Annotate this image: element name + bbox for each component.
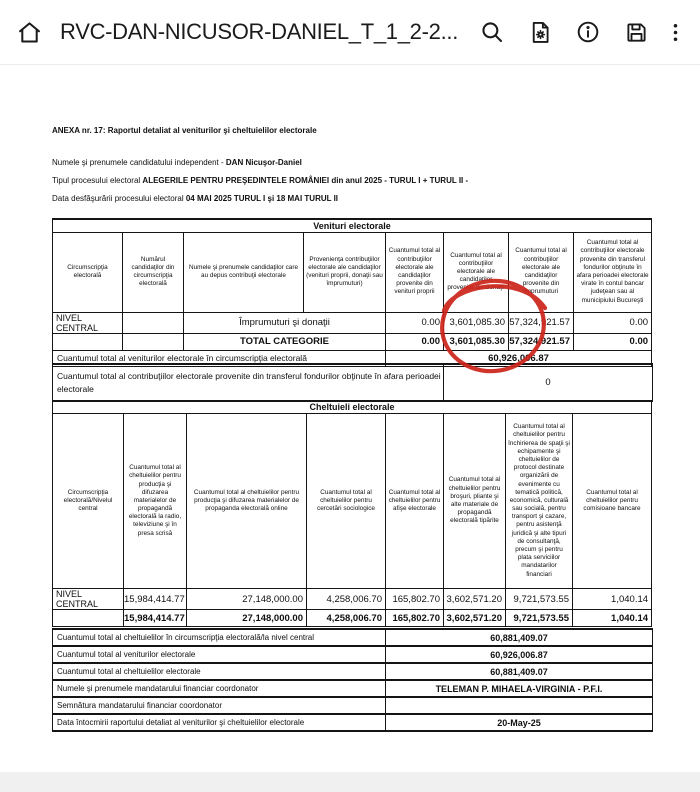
table-cell: Împrumuturi şi donaţii [184, 312, 386, 333]
summary-label: Cuantumul total al cheltuielilor electorale [53, 663, 386, 680]
table-cell: 1,040.14 [573, 589, 652, 610]
table-cell: 0.00 [386, 312, 444, 333]
doc-line-candidate: Numele şi prenumele candidatului independent - DAN Nicuşor-Daniel [52, 158, 302, 167]
table-cell: 165,802.70 [386, 589, 444, 610]
save-icon [624, 20, 649, 45]
info-icon [575, 19, 601, 45]
table-cell: 4,258,006.70 [307, 589, 386, 610]
venituri-header-cell: Provenienţa contribuţiilor electorale ale candidaţilor (venituri proprii, donaţii sau împrumuturi) [304, 232, 386, 312]
toolbar-actions [468, 10, 690, 54]
venituri-table [52, 218, 652, 367]
summary-label: Semnătura mandatarului financiar coordonator [53, 697, 386, 714]
table-cell [53, 333, 123, 350]
summary-value [386, 697, 653, 714]
summary-row [53, 697, 653, 714]
doc-line-process-type: Tipul procesului electoral ALEGERILE PENTRU PREŞEDINTELE ROMÂNIEI din anul 2025 - TURUL I + TURUL II - [52, 176, 469, 185]
summary-table [52, 628, 653, 732]
cheltuieli-header-cell: Circumscripţia electorală/Nivelul central [53, 414, 124, 589]
table-cell [53, 610, 124, 627]
venituri-header-cell: Numele şi prenumele candidaţilor care au depus contribuţii electorale [184, 232, 304, 312]
table-cell [123, 333, 184, 350]
summary-value: 60,881,409.07 [386, 629, 653, 646]
summary-row [53, 714, 653, 731]
venituri-total-label: Cuantumul total al veniturilor electorale în circumscripţia electorală [53, 350, 386, 366]
doc-heading-anexa: ANEXA nr. 17: Raportul detaliat al veniturilor şi cheltuielilor electorale [52, 126, 317, 135]
table-cell: 0.00 [574, 333, 652, 350]
venituri-header-cell: Circumscripţia electorală [53, 232, 123, 312]
document-settings-button[interactable] [516, 10, 564, 54]
summary-row [53, 680, 653, 697]
summary-value: 20-May-25 [386, 714, 653, 731]
table-cell: 0.00 [574, 312, 652, 333]
table-cell [123, 312, 184, 333]
table-cell: 165,802.70 [386, 610, 444, 627]
toolbar [0, 0, 700, 65]
table-cell: 27,148,000.00 [187, 589, 307, 610]
table-cell: NIVEL CENTRAL [53, 589, 124, 610]
more-options-button[interactable] [660, 10, 690, 54]
cheltuieli-header-cell: Cuantumul total al cheltuielilor pentru afişe electorale [386, 414, 444, 589]
cheltuieli-header-cell: Cuantumul total al cheltuielilor pentru broşuri, pliante şi alte materiale de propagandă electorală tipărite [444, 414, 506, 589]
table-cell: 15,984,414.77 [124, 589, 187, 610]
summary-row [53, 629, 653, 646]
venituri-header-cell: Cuantumul total al contribuţiilor electorale provenite din transferul fondurilor obţinute în afara perioadei electorale virate în contul bancar judeţean sau al municipiului Bucureşti [574, 232, 652, 312]
table-cell: NIVEL CENTRAL [53, 312, 123, 333]
summary-label: Cuantumul total al cheltuielilor în circumscripţia electorală/la nivel central [53, 629, 386, 646]
cheltuieli-table [52, 400, 652, 627]
cheltuieli-header-cell: Cuantumul total al cheltuielilor pentru închirierea de spaţii şi echipamente şi cheltuielilor de protocol destinate organizării de evenimente cu tematică politică, economică, culturală sau socială, pentru transport şi cazare, pentru asistenţă juridică şi alte tipuri de consultanţă, precum şi pentru plata serviciilor mandatarilor financiari [506, 414, 573, 589]
home-icon [16, 19, 43, 46]
table-cell: 57,324,921.57 [509, 333, 574, 350]
table-cell: 1,040.14 [573, 610, 652, 627]
venituri-header-cell: Numărul candidaţilor din circumscripţia electorală [123, 232, 184, 312]
transfer-row [52, 363, 653, 402]
bottom-bar [0, 772, 700, 792]
summary-row [53, 663, 653, 680]
venituri-header-cell: Cuantumul total al contribuţiilor electorale ale candidaţilor provenite din venituri proprii [386, 232, 444, 312]
table-cell: TOTAL CATEGORIE [184, 333, 386, 350]
venituri-total-value: 60,926,006.87 [386, 350, 652, 366]
summary-label: Numele şi prenumele mandatarului financiar coordonator [53, 680, 386, 697]
summary-value: TELEMAN P. MIHAELA-VIRGINIA - P.F.I. [386, 680, 653, 697]
cheltuieli-header-cell: Cuantumul total al cheltuielilor pentru comisioane bancare [573, 414, 652, 589]
cheltuieli-header-cell: Cuantumul total al cheltuielilor pentru producţia şi difuzarea materialelor de propaganda electorală online [187, 414, 307, 589]
table-cell: 0.00 [386, 333, 444, 350]
transfer-label: Cuantumul total al contribuţiilor electorale provenite din transferul fondurilor obţinute în afara perioadei electorale [53, 364, 444, 401]
search-button[interactable] [468, 10, 516, 54]
table-cell: 3,601,085.30 [444, 312, 509, 333]
table-cell: 9,721,573.55 [506, 610, 573, 627]
doc-line-process-date: Data desfăşurării procesului electoral 04 MAI 2025 TURUL I şi 18 MAI TURUL II [52, 194, 339, 203]
table-cell: 3,602,571.20 [444, 610, 506, 627]
table-cell: 9,721,573.55 [506, 589, 573, 610]
save-button[interactable] [612, 10, 660, 54]
table-cell: 4,258,006.70 [307, 610, 386, 627]
cheltuieli-row-total [53, 610, 652, 627]
table-cell: 15,984,414.77 [124, 610, 187, 627]
more-options-icon [663, 20, 688, 45]
summary-label: Cuantumul total al veniturilor electorale [53, 646, 386, 663]
home-button[interactable] [6, 10, 52, 54]
table-cell: 57,324,921.57 [509, 312, 574, 333]
summary-value: 60,926,006.87 [386, 646, 653, 663]
table-cell: 3,601,085.30 [444, 333, 509, 350]
summary-value: 60,881,409.07 [386, 663, 653, 680]
venituri-header-cell: Cuantumul total al contribuţiilor electorale ale candidaţilor provenite din donaţii [444, 232, 509, 312]
venituri-row-nivel-central [53, 312, 652, 333]
venituri-row-total-categorie [53, 333, 652, 350]
summary-row [53, 646, 653, 663]
venituri-band: Venituri electorale [53, 219, 652, 232]
document-title: RVC-DAN-NICUSOR-DANIEL_T_1_2-2... [60, 19, 459, 44]
cheltuieli-header-cell: Cuantumul total al cheltuielilor pentru cercetări sociologice [307, 414, 386, 589]
cheltuieli-row-nivel-central [53, 589, 652, 610]
cheltuieli-header-cell: Cuantumul total al cheltuielilor pentru producţia şi difuzarea materialelor de propagandă electorală la radio, televiziune şi în presa scrisă [124, 414, 187, 589]
document-settings-icon [528, 20, 553, 45]
info-button[interactable] [564, 10, 612, 54]
venituri-header-cell: Cuantumul total al contribuţiilor electorale ale candidaţilor provenite din împrumuturi [509, 232, 574, 312]
summary-label: Data întocmirii raportului detaliat al veniturilor şi cheltuielilor electorale [53, 714, 386, 731]
transfer-value: 0 [444, 364, 653, 401]
search-icon [479, 19, 505, 45]
table-cell: 3,602,571.20 [444, 589, 506, 610]
table-cell: 27,148,000.00 [187, 610, 307, 627]
cheltuieli-band: Cheltuieli electorale [53, 401, 652, 414]
